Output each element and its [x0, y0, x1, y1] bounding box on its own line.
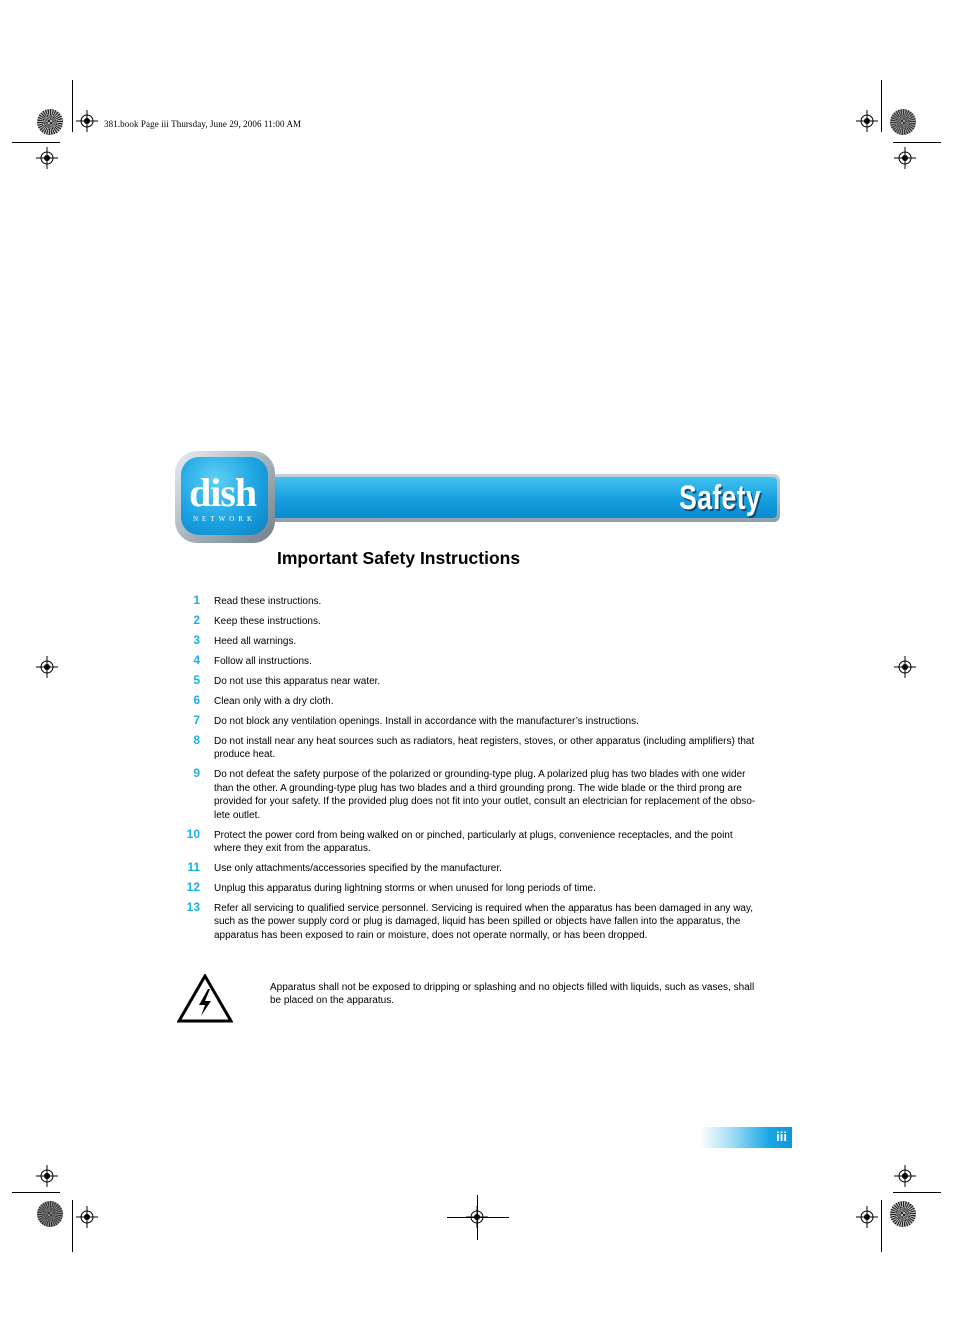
crop-mark-center-bottom-v — [477, 1195, 478, 1240]
list-item-text — [214, 655, 789, 668]
section-banner — [262, 474, 780, 522]
list-item-line: apparatus has been exposed to rain or moisture, does not operate normally, or has been dropped. — [214, 929, 648, 941]
list-item-line: provided for your safety. If the provided plug does not fit into your outlet, consult an electrician for replacement of the obso- — [214, 796, 756, 808]
page-heading: Important Safety Instructions — [277, 548, 521, 568]
list-item-line: Read these instructions. — [214, 596, 322, 607]
list-item-number: 5 — [193, 673, 200, 687]
registration-mark-icon — [36, 656, 58, 678]
list-item-line: produce heat. — [214, 749, 276, 761]
list-item-line: Heed all warnings. — [214, 636, 297, 647]
list-item-number: 1 — [193, 593, 200, 607]
list-item-number: 11 — [187, 860, 200, 874]
list-item-line: Use only attachments/accessories specified by the manufacturer. — [214, 863, 502, 874]
registration-mark-icon — [76, 110, 98, 132]
print-header: 381.book Page iii Thursday, June 29, 2006 11:00 AM — [104, 119, 302, 129]
list-item-text — [214, 902, 789, 942]
list-item-line: Keep these instructions. — [214, 616, 321, 627]
list-item-line: Unplug this apparatus during lightning storms or when unused for long periods of time. — [214, 883, 596, 894]
list-item-number: 13 — [186, 900, 200, 914]
crop-mark-top-left-h — [12, 142, 60, 143]
page-number-tab — [700, 1127, 792, 1148]
list-item-text — [214, 695, 789, 708]
list-item-text — [214, 595, 789, 608]
list-item-line: Do not block any ventilation openings. Install in accordance with the manufacturer’s instructions. — [214, 716, 639, 727]
list-item-text — [214, 615, 789, 628]
list-item-number: 9 — [193, 766, 200, 781]
registration-mark-icon — [894, 147, 916, 169]
color-starburst-icon — [890, 109, 916, 135]
list-item-text — [214, 882, 789, 895]
list-item-text — [214, 735, 789, 762]
crop-mark-bottom-left-v — [72, 1200, 73, 1252]
warning-line: Apparatus shall not be exposed to dripping or splashing and no objects filled with liquids, such as vases, shall — [270, 982, 755, 993]
electric-shock-warning-icon — [177, 974, 233, 1024]
crop-mark-top-right-v — [881, 80, 882, 132]
list-item-number: 7 — [193, 713, 200, 727]
list-item-text — [214, 768, 789, 822]
crop-mark-bottom-right-v — [881, 1200, 882, 1252]
list-item-text — [214, 635, 789, 648]
list-item-line: Protect the power cord from being walked on or pinched, particularly at plugs, convenience receptacles, and the point — [214, 829, 733, 841]
registration-mark-icon — [894, 1165, 916, 1187]
registration-mark-icon — [76, 1206, 98, 1228]
list-item-line: such as the power supply cord or plug is damaged, liquid has been spilled or objects have fallen into the apparatus, the — [214, 916, 741, 928]
crop-mark-top-left-v — [72, 80, 73, 132]
list-item-line: lete outlet. — [214, 809, 261, 821]
list-item-line: Do not install near any heat sources such as radiators, heat registers, stoves, or other apparatus (including amplifiers) that — [214, 736, 755, 747]
color-starburst-icon — [890, 1201, 916, 1227]
registration-mark-icon — [856, 110, 878, 132]
list-item-number: 3 — [193, 633, 200, 647]
list-item-line: Refer all servicing to qualified service personnel. Servicing is required when the apparatus has been damaged in any way, — [214, 903, 754, 914]
list-item-number: 6 — [193, 693, 200, 707]
dish-network-logo — [175, 451, 275, 543]
warning-text — [270, 981, 790, 1008]
banner-fill — [264, 477, 777, 518]
list-item-line: Do not use this apparatus near water. — [214, 676, 381, 687]
list-item-text — [214, 715, 789, 728]
color-starburst-icon — [37, 109, 63, 135]
crop-mark-bottom-right-h — [893, 1192, 941, 1193]
warning-line: be placed on the apparatus. — [270, 995, 394, 1007]
list-item-number: 12 — [186, 880, 200, 894]
list-item-text — [214, 829, 789, 856]
logo-badge — [181, 457, 268, 535]
registration-mark-icon — [856, 1206, 878, 1228]
color-starburst-icon — [37, 1201, 63, 1227]
registration-mark-icon — [894, 656, 916, 678]
crop-mark-center-bottom-h — [447, 1217, 509, 1218]
crop-mark-bottom-left-h — [12, 1192, 60, 1193]
list-item-text — [214, 862, 789, 875]
crop-mark-top-right-h — [893, 142, 941, 143]
list-item-line: Clean only with a dry cloth. — [214, 696, 334, 707]
page-number: iii — [776, 1129, 787, 1144]
section-title: Safety — [679, 479, 761, 517]
logo-sub: NETWORK — [193, 515, 256, 523]
registration-mark-icon — [36, 147, 58, 169]
list-item-number: 10 — [186, 826, 200, 841]
list-item-line: Follow all instructions. — [214, 656, 312, 667]
list-item-number: 4 — [193, 653, 200, 667]
list-item-line: where they exit from the apparatus. — [214, 843, 371, 854]
list-item-text — [214, 675, 789, 688]
logo-word: dish — [189, 470, 257, 515]
list-item-line: Do not defeat the safety purpose of the polarized or grounding-type plug. A polarized plug has two blades with one wider — [214, 769, 746, 781]
list-item-number: 8 — [193, 733, 200, 747]
registration-mark-icon — [36, 1165, 58, 1187]
list-item-number: 2 — [193, 613, 200, 627]
list-item-line: than the other. A grounding-type plug has two blades and a third grounding prong. The wide blade or the third prong are — [214, 782, 742, 794]
